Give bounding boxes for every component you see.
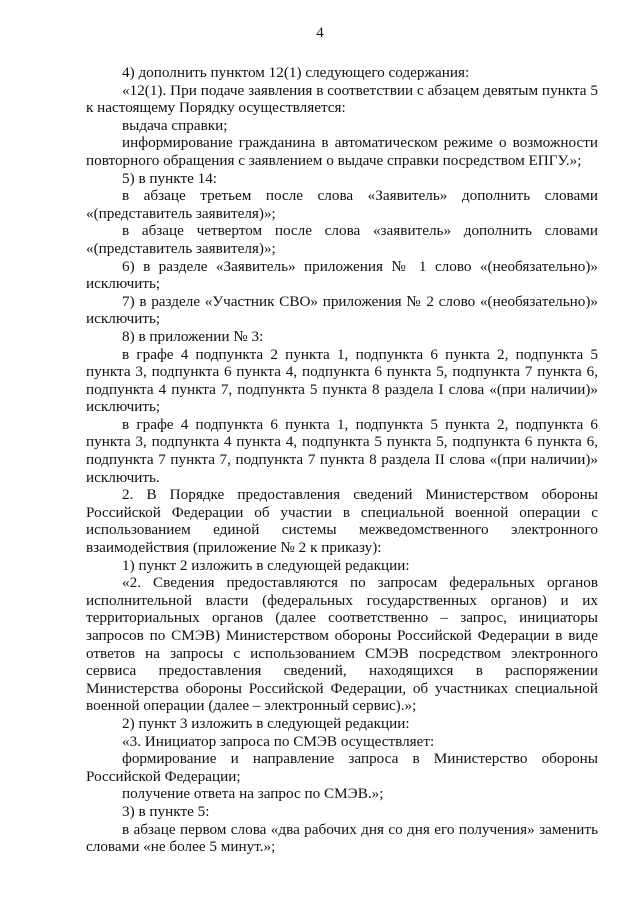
paragraph-item-6: 6) в разделе «Заявитель» приложения № 1 слово «(необязательно)» исключить; [86, 257, 598, 293]
paragraph-item-4: 4) дополнить пунктом 12(1) следующего содержания: [122, 64, 470, 81]
document-body [86, 64, 598, 856]
paragraph-point-5: 3) в пункте 5: [122, 802, 210, 820]
paragraph-point-3-edit: 2) пункт 3 изложить в следующей редакции: [122, 714, 410, 732]
paragraph-receive-response: получение ответа на запрос по СМЭВ.»; [122, 785, 384, 803]
paragraph-item-7: 7) в разделе «Участник СВО» приложения № 2 слово «(необязательно)» исключить; [86, 292, 598, 328]
paragraph-point-3-text: «3. Инициатор запроса по СМЭВ осуществляет: [122, 732, 435, 750]
page-number: 4 [316, 25, 324, 41]
paragraph-form-request: формирование и направление запроса в Министерство обороны Российской Федерации; [86, 750, 598, 785]
paragraph-issue-certificate: выдача справки; [122, 116, 228, 134]
paragraph-point-2-text: «2. Сведения предоставляются по запросам федеральных органов исполнительной власти (федеральных государственных органов) и их территориальных органов (далее соответственно – запрос, инициаторы запросов по СМЭВ) Министерством обороны Российской Федерации в виде ответов на запросы с использованием СМЭВ посредством электронного сервиса предоставления сведений, находящихся в распоряжении Министерства обороны Российской Федерации, об участниках специальной военной операции (далее – электронный сервис).»; [86, 574, 598, 715]
paragraph-fourth-subparagraph: в абзаце четвертом после слова «заявитель» дополнить словами «(представитель заявителя)»; [86, 222, 598, 257]
paragraph-part-2: 2. В Порядке предоставления сведений Министерством обороны Российской Федерации об участии в специальной военной операции с использованием единой системы межведомственного электронного взаимодействия (приложение № 2 к приказу): [86, 486, 598, 557]
paragraph-section-ii: в графе 4 подпункта 6 пункта 1, подпункта 5 пункта 2, подпункта 6 пункта 3, подпункта 4 пункта 4, подпункта 5 пункта 5, подпункта 6 пункта 6, подпункта 7 пункта 7, подпункта 7 пункта 8 раздела II слова «(при наличии)» исключить. [86, 415, 598, 486]
paragraph-12-1-intro: «12(1). При подаче заявления в соответствии с абзацем девятым пункта 5 к настоящему Порядку осуществляется: [86, 81, 598, 117]
paragraph-first-subparagraph: в абзаце первом слова «два рабочих дня со дня его получения» заменить словами «не более 5 минут.»; [86, 820, 598, 856]
paragraph-point-2-edit: 1) пункт 2 изложить в следующей редакции: [122, 556, 410, 574]
paragraph-inform-citizen: информирование гражданина в автоматическом режиме о возможности повторного обращения с заявлением о выдаче справки посредством ЕПГУ.»; [86, 134, 598, 169]
paragraph-third-subparagraph: в абзаце третьем после слова «Заявитель» дополнить словами «(представитель заявителя)»; [86, 187, 598, 222]
paragraph-item-5: 5) в пункте 14: [122, 169, 218, 187]
paragraph-item-8: 8) в приложении № 3: [122, 327, 264, 345]
paragraph-section-i: в графе 4 подпункта 2 пункта 1, подпункта 6 пункта 2, подпункта 5 пункта 3, подпункта 6 пункта 4, подпункта 6 пункта 5, подпункта 7 пункта 6, подпункта 4 пункта 7, подпункта 5 пункта 8 раздела I слова «(при наличии)» исключить; [86, 345, 598, 416]
